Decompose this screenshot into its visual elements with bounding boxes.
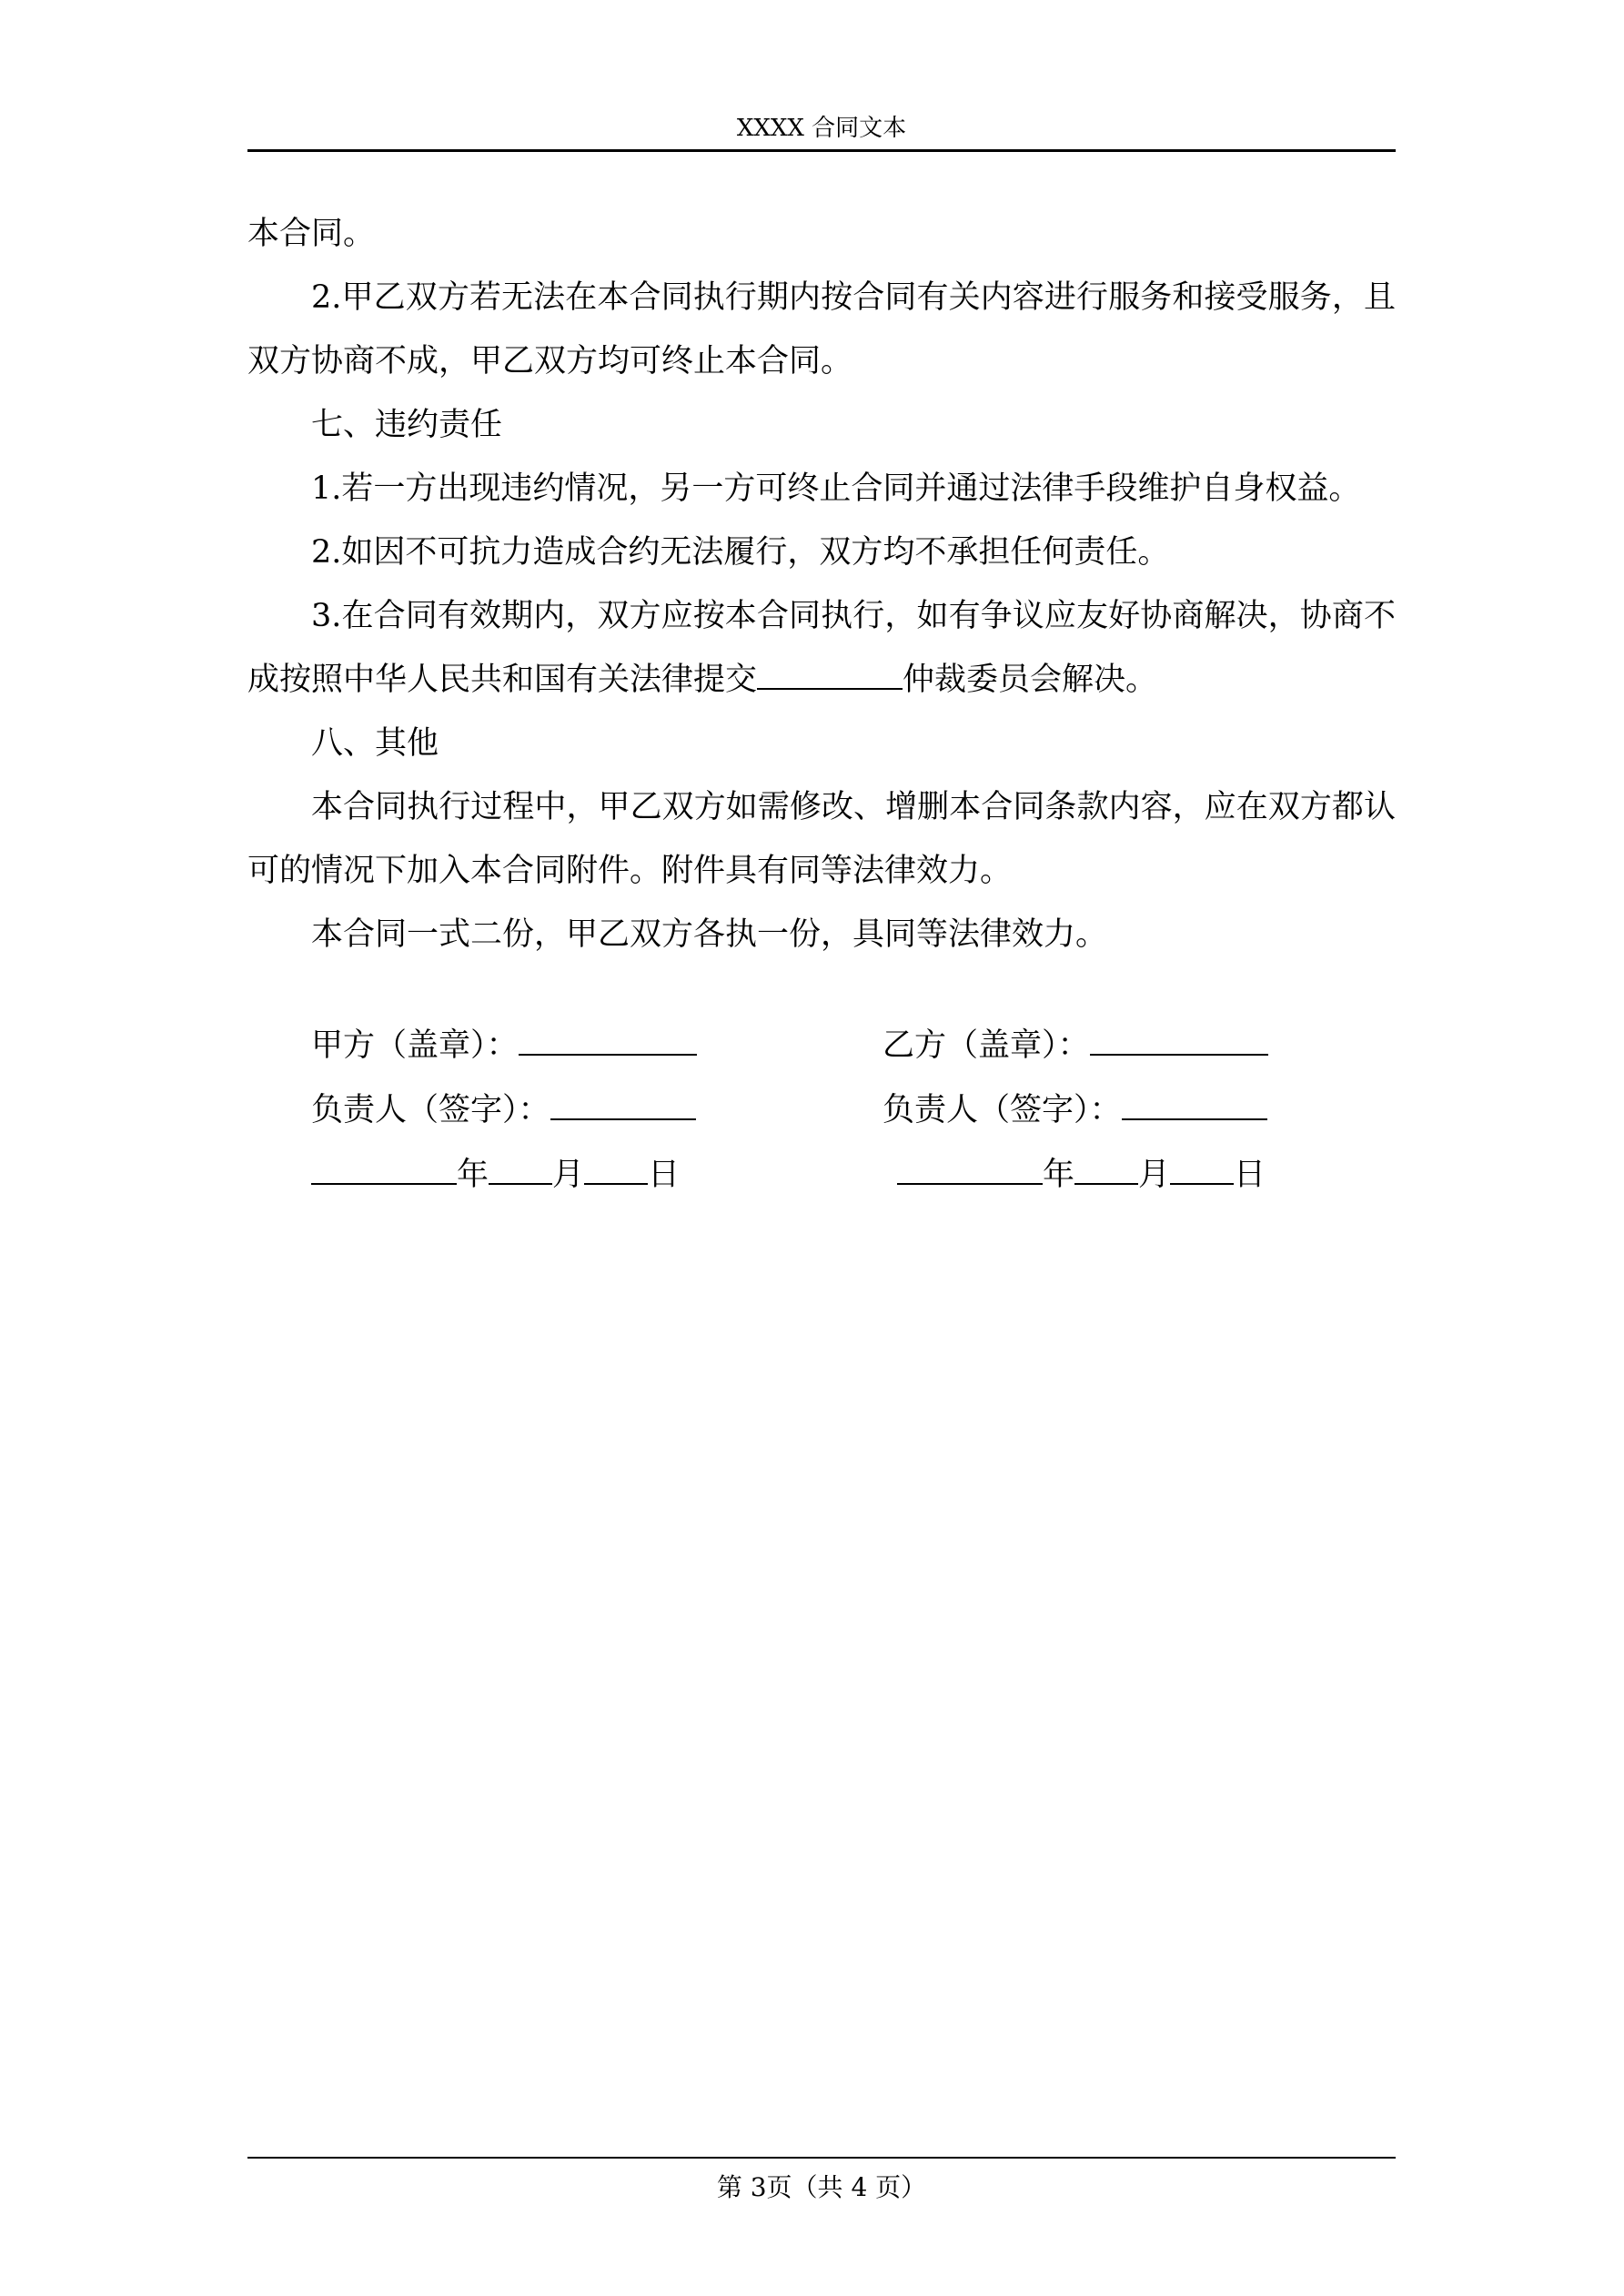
party-a-day-blank — [584, 1156, 648, 1185]
arbitration-blank — [757, 661, 903, 690]
header-rule — [247, 149, 1396, 152]
party-a-day-label: 日 — [648, 1157, 681, 1193]
page-number: 第 3页（共 4 页） — [716, 2172, 927, 2202]
signature-area — [311, 1014, 1396, 1208]
party-b-month-label: 月 — [1138, 1157, 1171, 1193]
paragraph-other-1: 本合同执行过程中，甲乙双方如需修改、增删本合同条款内容，应在双方都认可的情况下加入本合同附件。附件具有同等法律效力。 — [247, 789, 1396, 889]
paragraph-continuation: 本合同。 — [247, 216, 376, 252]
paragraph-breach-3 — [247, 584, 1396, 712]
party-b-seal-blank — [1090, 1027, 1268, 1056]
party-a-seal — [311, 1014, 697, 1078]
signer-row — [311, 1078, 1396, 1143]
section-heading-breach: 七、违约责任 — [311, 407, 503, 443]
party-a-signer-blank — [550, 1091, 696, 1120]
party-b-year-blank — [897, 1156, 1043, 1185]
paragraph-breach-3-tail: 仲裁委员会解决。 — [903, 662, 1158, 698]
party-b-day-label: 日 — [1234, 1157, 1266, 1193]
party-b-year-label: 年 — [1043, 1157, 1075, 1193]
party-a-seal-blank — [519, 1027, 697, 1056]
party-a-month-blank — [489, 1156, 552, 1185]
party-a-year-label: 年 — [457, 1157, 489, 1193]
date-row — [311, 1143, 1396, 1208]
party-a-seal-label: 甲方（盖章）： — [311, 1027, 519, 1064]
party-a-month-label: 月 — [552, 1157, 585, 1193]
party-b-signer — [883, 1078, 1267, 1143]
paragraph-breach-3-text: 3.在合同有效期内，双方应按本合同执行，如有争议应友好协商解决，协商不成按照中华人民共和国有关法律提交 — [247, 598, 1396, 698]
paragraph-other-2: 本合同一式二份，甲乙双方各执一份，具同等法律效力。 — [311, 916, 1108, 953]
party-b-signer-blank — [1122, 1091, 1267, 1120]
party-b-day-blank — [1170, 1156, 1234, 1185]
party-b-seal — [883, 1014, 1268, 1078]
party-a-date — [311, 1143, 680, 1208]
party-b-signer-label: 负责人（签字）： — [883, 1092, 1122, 1128]
party-a-year-blank — [311, 1156, 457, 1185]
footer-rule — [247, 2157, 1396, 2159]
party-b-date — [897, 1143, 1266, 1208]
paragraph-breach-1: 1.若一方出现违约情况，另一方可终止合同并通过法律手段维护自身权益。 — [311, 470, 1361, 507]
party-b-month-blank — [1074, 1156, 1138, 1185]
party-b-seal-label: 乙方（盖章）： — [883, 1027, 1090, 1064]
party-a-signer-label: 负责人（签字）： — [311, 1092, 550, 1128]
section-heading-other: 八、其他 — [311, 725, 439, 762]
party-a-signer — [311, 1078, 696, 1143]
paragraph-breach-2: 2.如因不可抗力造成合约无法履行，双方均不承担任何责任。 — [311, 534, 1170, 571]
contract-body — [247, 202, 1396, 966]
seal-row — [311, 1014, 1396, 1078]
header-title: XXXX 合同文本 — [736, 115, 907, 142]
paragraph-termination-2: 2.甲乙双方若无法在本合同执行期内按合同有关内容进行服务和接受服务，且双方协商不成，甲乙双方均可终止本合同。 — [247, 279, 1396, 379]
